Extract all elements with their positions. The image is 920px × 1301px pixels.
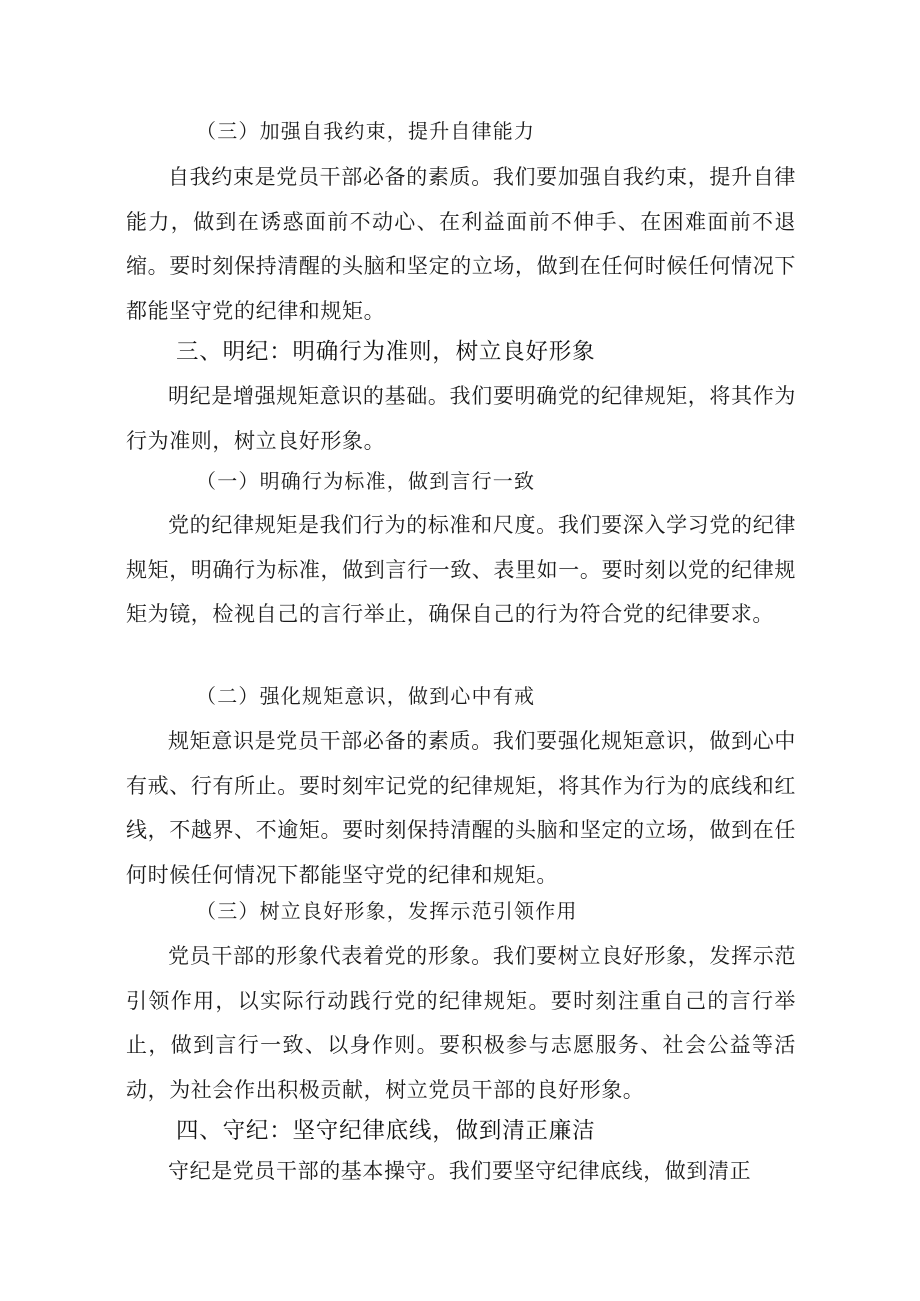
subsection-title: （三）加强自我约束，提升自律能力 bbox=[196, 119, 536, 143]
paragraph: 党员干部的形象代表着党的形象。我们要树立良好形象，发挥示范引领作用，以实际行动践行党的纪律规矩。要时刻注重自己的言行举止，做到言行一致、以身作则。要积极参与志愿服务、社会公益等活动，为社会作出积极贡献，树立党员干部的良好形象。 bbox=[126, 944, 796, 1102]
section-heading: 四、守纪：坚守纪律底线，做到清正廉洁 bbox=[176, 1118, 596, 1144]
subsection-title: （三）树立良好形象，发挥示范引领作用 bbox=[196, 899, 578, 923]
paragraph: 党的纪律规矩是我们行为的标准和尺度。我们要深入学习党的纪律规矩，明确行为标准，做到言行一致、表里如一。要时刻以党的纪律规矩为镜，检视自己的言行举止，确保自己的行为符合党的纪律要求。 bbox=[126, 513, 796, 626]
subsection-title: （一）明确行为标准，做到言行一致 bbox=[196, 469, 536, 493]
paragraph: 自我约束是党员干部必备的素质。我们要加强自我约束，提升自律能力，做到在诱惑面前不动心、在利益面前不伸手、在困难面前不退缩。要时刻保持清醒的头脑和坚定的立场，做到在任何时候任何情况下都能坚守党的纪律和规矩。 bbox=[126, 165, 796, 323]
subsection-title: （二）强化规矩意识，做到心中有戒 bbox=[196, 684, 536, 708]
paragraph: 明纪是增强规矩意识的基础。我们要明确党的纪律规矩，将其作为行为准则，树立良好形象。 bbox=[126, 384, 796, 453]
paragraph: 守纪是党员干部的基本操守。我们要坚守纪律底线，做到清正 bbox=[168, 1159, 752, 1183]
paragraph: 规矩意识是党员干部必备的素质。我们要强化规矩意识，做到心中有戒、行有所止。要时刻牢记党的纪律规矩，将其作为行为的底线和红线，不越界、不逾矩。要时刻保持清醒的头脑和坚定的立场，做到在任何时候任何情况下都能坚守党的纪律和规矩。 bbox=[126, 729, 796, 887]
section-heading: 三、明纪：明确行为准则，树立良好形象 bbox=[176, 339, 596, 365]
